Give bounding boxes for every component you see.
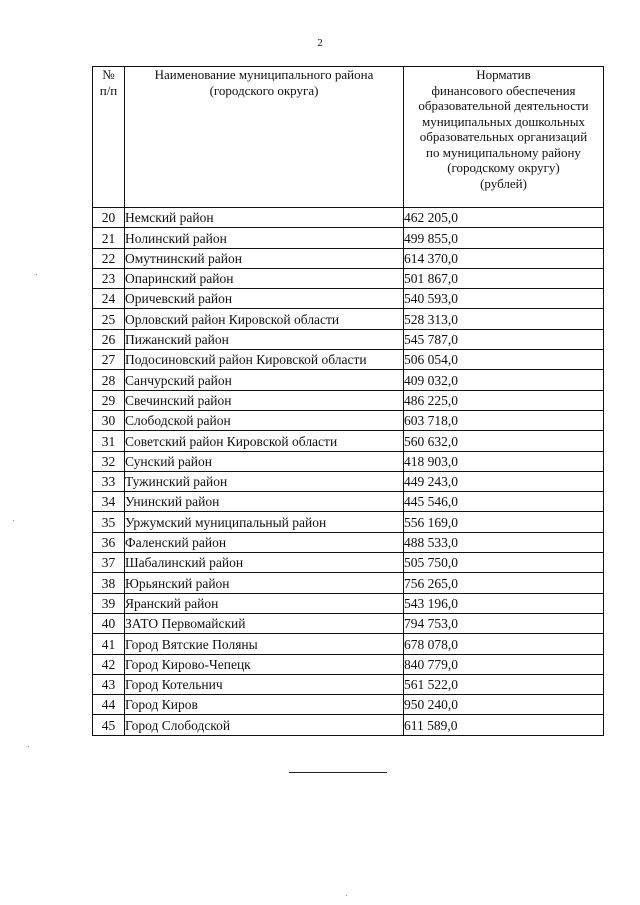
table-body: [93, 208, 604, 736]
table-row: [93, 593, 604, 613]
district-name: Подосиновский район Кировской области: [125, 350, 404, 370]
row-number: 41: [93, 634, 125, 654]
district-name: Опаринский район: [125, 268, 404, 288]
district-name: Немский район: [125, 208, 404, 228]
norm-value: 678 078,0: [404, 634, 604, 654]
table-row: [93, 695, 604, 715]
district-name: Фаленский район: [125, 532, 404, 552]
district-name: Город Кирово-Чепецк: [125, 654, 404, 674]
district-name: ЗАТО Первомайский: [125, 613, 404, 633]
row-number: 36: [93, 532, 125, 552]
scan-speck: [13, 520, 14, 521]
table-row: [93, 532, 604, 552]
norm-value: 756 265,0: [404, 573, 604, 593]
norm-value: 445 546,0: [404, 492, 604, 512]
row-number: 42: [93, 654, 125, 674]
header-value-line: (городскому округу): [447, 160, 560, 175]
header-district-name: [125, 67, 404, 208]
table-row: [93, 492, 604, 512]
row-number: 37: [93, 553, 125, 573]
table-row: [93, 289, 604, 309]
end-of-document-line: [289, 772, 387, 773]
row-number: 40: [93, 613, 125, 633]
norm-value: 501 867,0: [404, 268, 604, 288]
district-name: Тужинский район: [125, 471, 404, 491]
norm-value: 950 240,0: [404, 695, 604, 715]
table-row: [93, 613, 604, 633]
table-row: [93, 715, 604, 735]
header-value-line: образовательной деятельности: [418, 98, 589, 113]
row-number: 33: [93, 471, 125, 491]
district-name: Унинский район: [125, 492, 404, 512]
table-row: [93, 309, 604, 329]
norm-value: 506 054,0: [404, 350, 604, 370]
district-name: Оричевский район: [125, 289, 404, 309]
district-name: Орловский район Кировской области: [125, 309, 404, 329]
row-number: 44: [93, 695, 125, 715]
norm-value: 418 903,0: [404, 451, 604, 471]
table-row: [93, 634, 604, 654]
table-row: [93, 370, 604, 390]
table-row: [93, 573, 604, 593]
row-number: 20: [93, 208, 125, 228]
row-number: 38: [93, 573, 125, 593]
row-number: 34: [93, 492, 125, 512]
row-number: 45: [93, 715, 125, 735]
table-row: [93, 512, 604, 532]
norm-value: 486 225,0: [404, 390, 604, 410]
row-number: 23: [93, 268, 125, 288]
district-name: Нолинский район: [125, 228, 404, 248]
district-name: Сунский район: [125, 451, 404, 471]
district-name: Свечинский район: [125, 390, 404, 410]
table-row: [93, 268, 604, 288]
norm-value: 505 750,0: [404, 553, 604, 573]
table-row: [93, 228, 604, 248]
district-name: Юрьянский район: [125, 573, 404, 593]
norm-value: 840 779,0: [404, 654, 604, 674]
district-name: Город Вятские Поляны: [125, 634, 404, 654]
row-number: 25: [93, 309, 125, 329]
district-name: Санчурский район: [125, 370, 404, 390]
norm-value: 409 032,0: [404, 370, 604, 390]
norm-value: 611 589,0: [404, 715, 604, 735]
header-number: [93, 67, 125, 208]
table-row: [93, 471, 604, 491]
district-name: Яранский район: [125, 593, 404, 613]
norm-value: 614 370,0: [404, 248, 604, 268]
scan-speck: [346, 895, 347, 896]
district-name: Пижанский район: [125, 329, 404, 349]
district-name: Город Слободской: [125, 715, 404, 735]
row-number: 24: [93, 289, 125, 309]
scan-speck: [28, 746, 29, 747]
row-number: 21: [93, 228, 125, 248]
district-name: Омутнинский район: [125, 248, 404, 268]
header-value-line: Норматив: [476, 67, 531, 82]
norm-value: 488 533,0: [404, 532, 604, 552]
norm-value: 543 196,0: [404, 593, 604, 613]
table-header-row: [93, 67, 604, 208]
header-value-line: образовательных организаций: [419, 129, 588, 144]
norm-value: 794 753,0: [404, 613, 604, 633]
row-number: 28: [93, 370, 125, 390]
norm-value: 540 593,0: [404, 289, 604, 309]
table-row: [93, 410, 604, 430]
header-number-line: №: [102, 67, 115, 82]
norm-value: 561 522,0: [404, 674, 604, 694]
table-row: [93, 674, 604, 694]
row-number: 43: [93, 674, 125, 694]
scan-speck: [36, 274, 37, 275]
table-row: [93, 248, 604, 268]
financing-norms-table: [92, 66, 604, 736]
district-name: Советский район Кировской области: [125, 431, 404, 451]
table-row: [93, 451, 604, 471]
header-norm-value: [404, 67, 604, 208]
row-number: 32: [93, 451, 125, 471]
table-row: [93, 208, 604, 228]
row-number: 31: [93, 431, 125, 451]
row-number: 39: [93, 593, 125, 613]
district-name: Шабалинский район: [125, 553, 404, 573]
district-name: Город Котельнич: [125, 674, 404, 694]
district-name: Город Киров: [125, 695, 404, 715]
row-number: 27: [93, 350, 125, 370]
row-number: 30: [93, 410, 125, 430]
norm-value: 545 787,0: [404, 329, 604, 349]
row-number: 26: [93, 329, 125, 349]
norm-value: 556 169,0: [404, 512, 604, 532]
table-row: [93, 350, 604, 370]
table-row: [93, 329, 604, 349]
header-name-line: Наименование муниципального района: [154, 67, 374, 82]
norm-value: 499 855,0: [404, 228, 604, 248]
district-name: Уржумский муниципальный район: [125, 512, 404, 532]
page-number: 2: [317, 37, 323, 49]
table-row: [93, 654, 604, 674]
norm-value: 560 632,0: [404, 431, 604, 451]
district-name: Слободской район: [125, 410, 404, 430]
norm-value: 449 243,0: [404, 471, 604, 491]
row-number: 22: [93, 248, 125, 268]
row-number: 29: [93, 390, 125, 410]
row-number: 35: [93, 512, 125, 532]
norm-value: 603 718,0: [404, 410, 604, 430]
header-number-line: п/п: [99, 82, 118, 98]
header-value-line: по муниципальному району: [426, 144, 581, 160]
header-name-line: (городского округа): [209, 82, 319, 98]
table-row: [93, 431, 604, 451]
norm-value: 462 205,0: [404, 208, 604, 228]
table-row: [93, 553, 604, 573]
norm-value: 528 313,0: [404, 309, 604, 329]
header-value-line: муниципальных дошкольных: [422, 113, 585, 129]
header-value-line: (рублей): [480, 175, 527, 191]
header-value-line: финансового обеспечения: [431, 82, 576, 98]
table-row: [93, 390, 604, 410]
